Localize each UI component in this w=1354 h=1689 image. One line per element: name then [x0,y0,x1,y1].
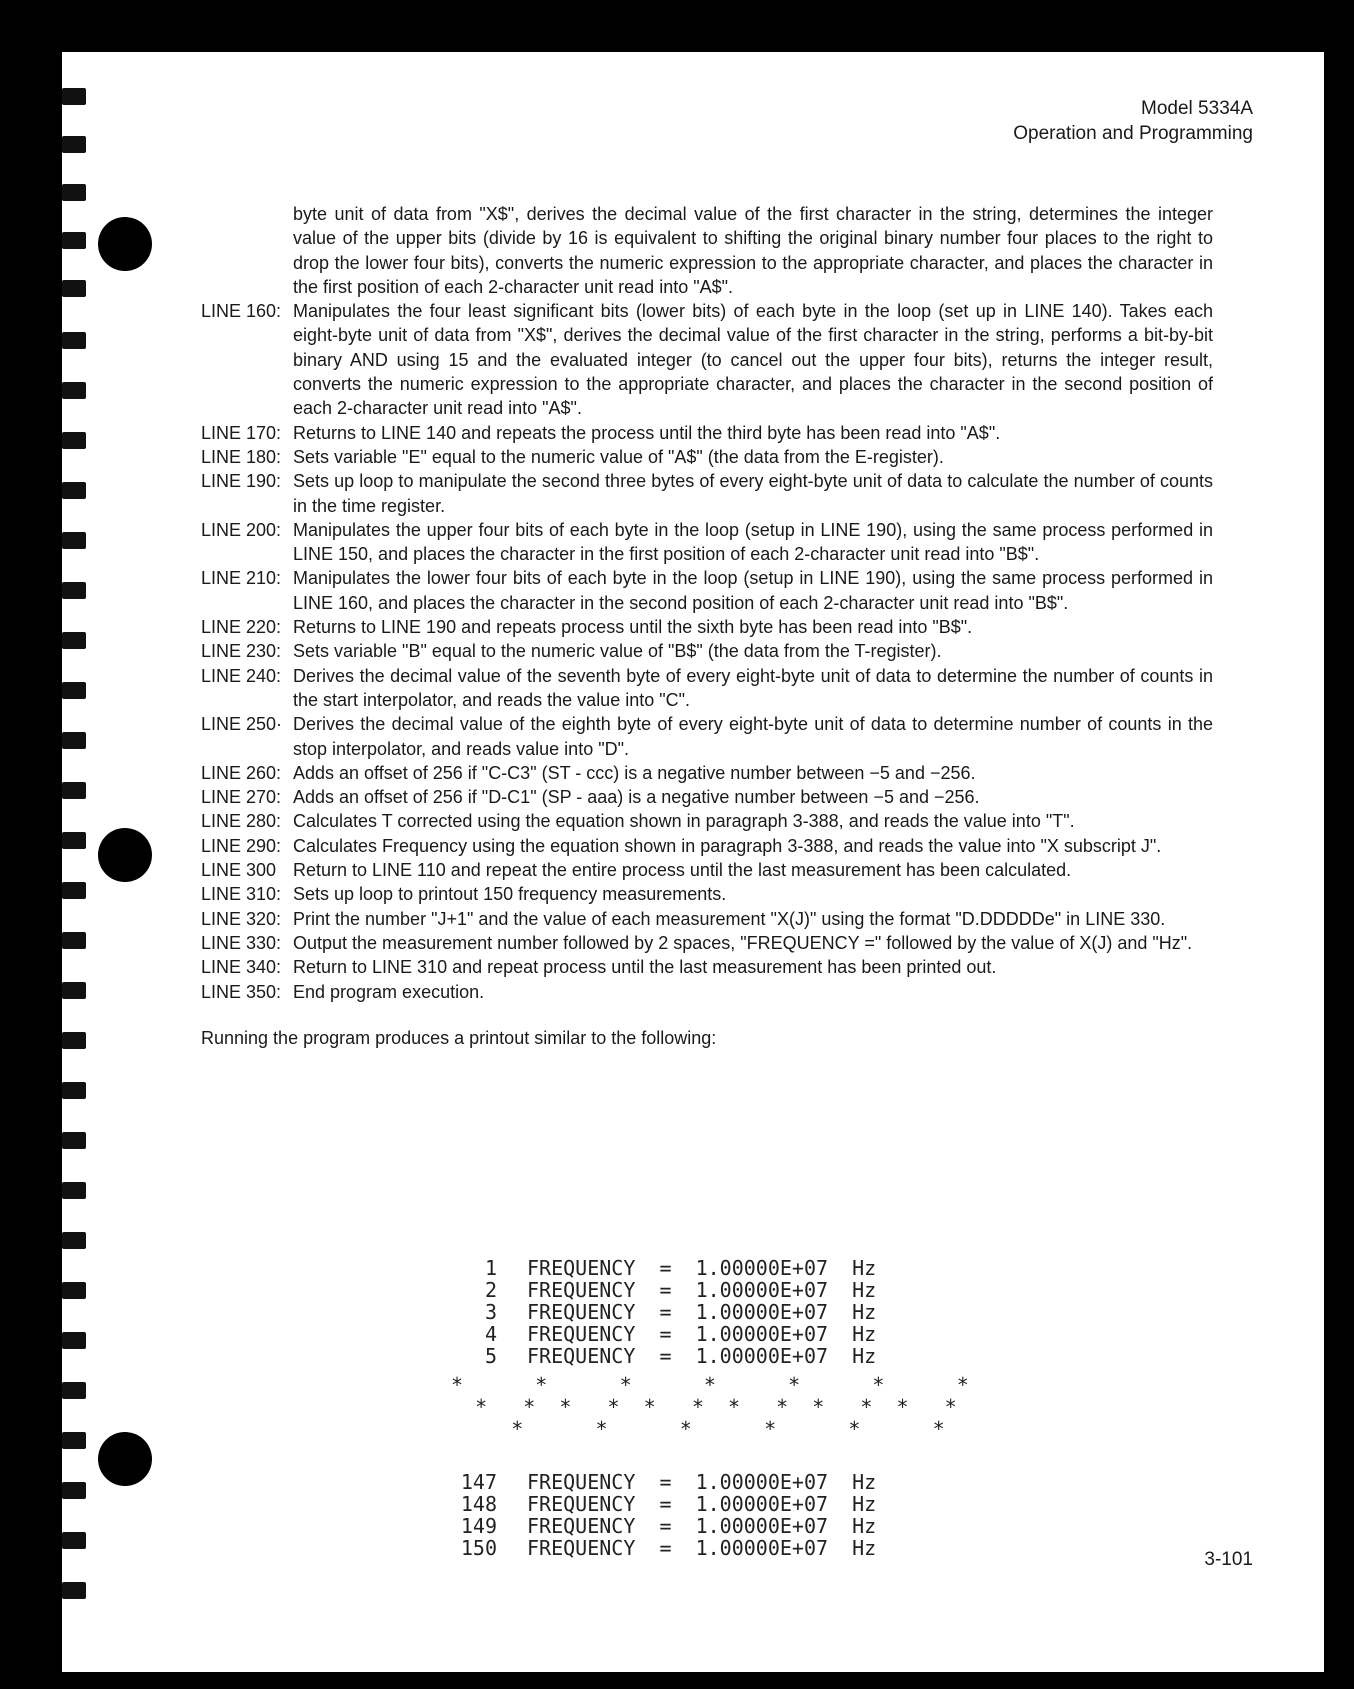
binder-tab [62,682,86,699]
printout-row [451,1279,876,1301]
line-label: LINE 260: [201,762,282,783]
measurement-number: 149 [460,1514,497,1538]
measurement-number: 148 [460,1492,497,1516]
binder-tab [62,932,86,949]
line-label: LINE 340: [201,957,282,978]
line-description: Output the measurement number followed by 2 spaces, "FREQUENCY =" followed by the value of X(J) and "Hz". [293,932,1193,953]
measurement-number: 5 [484,1344,497,1368]
line-entry [201,469,1213,518]
binder-tab [62,532,86,549]
line-entry [201,639,1213,663]
binder-tab [62,1282,86,1299]
binder-tab [62,632,86,649]
line-label: LINE 240: [201,665,282,686]
binder-tab [62,432,86,449]
line-label: LINE 270: [201,787,282,808]
printout-bottom [451,1471,876,1559]
line-description: Sets variable "E" equal to the numeric value of "A$" (the data from the E-register). [293,446,944,467]
printout-row [451,1515,876,1537]
line-entry [201,980,1213,1004]
line-description: Return to LINE 310 and repeat process until the last measurement has been printed out. [293,957,997,978]
line-entry [201,931,1213,955]
binder-tab [62,332,86,349]
measurement-number: 2 [484,1278,497,1302]
measurement-number: 147 [460,1470,497,1494]
line-description: Manipulates the upper four bits of each byte in the loop (setup in LINE 190), using the same process performed in LINE 150, and places the character in the first position of each 2-character unit read into "B$". [293,519,1213,565]
line-label: LINE 230: [201,641,282,662]
binder-tab [62,1182,86,1199]
binder-tab [62,1082,86,1099]
line-entry [201,518,1213,567]
binder-tab [62,88,86,105]
line-entry [201,712,1213,761]
binder-tab [62,1032,86,1049]
line-label: LINE 250· [201,714,283,735]
line-label: LINE 280: [201,811,282,832]
measurement-value: FREQUENCY = 1.00000E+07 Hz [527,1278,877,1302]
binder-hole [98,217,152,271]
line-entry [201,858,1213,882]
binder-tab [62,136,86,153]
line-entries [201,299,1213,1004]
page-number: 3-101 [1204,1549,1253,1570]
line-description: Calculates Frequency using the equation shown in paragraph 3-388, and reads the value into "X subscript J". [293,835,1162,856]
binder-tab [62,1532,86,1549]
binder-tab [62,1482,86,1499]
binder-tab [62,732,86,749]
star-row: * * * * * * * * * * * * [451,1395,957,1419]
binder-tab [62,1132,86,1149]
line-entry [201,566,1213,615]
line-label: LINE 170: [201,422,282,443]
measurement-value: FREQUENCY = 1.00000E+07 Hz [527,1300,877,1324]
binder-hole [98,1432,152,1486]
line-description: Sets up loop to manipulate the second three bytes of every eight-byte unit of data to calculate the number of counts in the time register. [293,471,1213,516]
line-label: LINE 350: [201,981,282,1002]
line-description: Sets up loop to printout 150 frequency measurements. [293,884,727,905]
binder-tab [62,184,86,201]
binder-tab [62,1582,86,1599]
line-entry [201,615,1213,639]
line-description: Sets variable "B" equal to the numeric value of "B$" (the data from the T-register). [293,641,942,662]
measurement-number: 1 [484,1256,497,1280]
line-description: Adds an offset of 256 if "C-C3" (ST - ccc) is a negative number between −5 and −256. [293,762,976,783]
measurement-value: FREQUENCY = 1.00000E+07 Hz [527,1536,877,1560]
measurement-value: FREQUENCY = 1.00000E+07 Hz [527,1470,877,1494]
document-body [201,202,1213,1050]
printout-row [451,1345,876,1367]
printout-top [451,1257,876,1367]
printout-ellipsis-stars [451,1374,969,1440]
binder-hole [98,828,152,882]
binder-tab [62,1332,86,1349]
line-entry [201,785,1213,809]
line-label: LINE 200: [201,519,282,540]
line-description: Return to LINE 110 and repeat the entire process until the last measurement has been calculated. [293,860,1072,881]
binder-tab [62,232,86,249]
line-entry [201,421,1213,445]
line-label: LINE 320: [201,908,282,929]
line-label: LINE 310: [201,884,282,905]
binder-tab [62,832,86,849]
binder-tab [62,982,86,999]
line-label: LINE 300 [201,860,277,881]
line-label: LINE 220: [201,617,282,638]
line-description: Print the number "J+1" and the value of each measurement "X(J)" using the format "D.DDDDDe" in LINE 330. [293,908,1166,929]
printout-row [451,1471,876,1493]
model-title: Model 5334A [1141,98,1253,119]
line-description: Manipulates the four least significant bits (lower bits) of each byte in the loop (set up in LINE 140). Takes each eight-byte unit of data from "X$", derives the decimal value of the first character in the string, performs a bit-by-bit binary AND using 15 and the evaluated integer (to cancel out the upper four bits), returns the integer result, converts the numeric expression to the appropriate character, and places the character in the second position of each 2-character unit read into "A$". [293,301,1213,419]
binder-tab [62,882,86,899]
line-description: Calculates T corrected using the equation shown in paragraph 3-388, and reads the value into "T". [293,811,1075,832]
line-entry [201,445,1213,469]
line-label: LINE 290: [201,835,282,856]
printout-row [451,1493,876,1515]
printout-row [451,1257,876,1279]
intro-paragraph: byte unit of data from "X$", derives the decimal value of the first character in the string, determines the integer value of the upper bits (divide by 16 is equivalent to shifting the original binary number four places to the right to drop the lower four bits), converts the numeric expression to the appropriate character, and places the character in the first position of each 2-character unit read into "A$". [293,204,1213,297]
measurement-value: FREQUENCY = 1.00000E+07 Hz [527,1344,877,1368]
binder-tab [62,482,86,499]
line-entry [201,907,1213,931]
line-description: Adds an offset of 256 if "D-C1" (SP - aaa) is a negative number between −5 and −256. [293,787,980,808]
line-description: Manipulates the lower four bits of each byte in the loop (setup in LINE 190), using the same process performed in LINE 160, and places the character in the second position of each 2-character unit read into "B$". [293,568,1213,613]
line-description: Derives the decimal value of the seventh byte of every eight-byte unit of data to determine the number of counts in the start interpolator, and reads the value into "C". [293,665,1213,710]
line-entry [201,299,1213,420]
line-entry [201,955,1213,979]
line-label: LINE 210: [201,568,282,589]
line-entry [201,882,1213,906]
page-header [1013,96,1253,146]
line-entry [201,761,1213,785]
printout-row [451,1537,876,1559]
printout-row [451,1301,876,1323]
line-description: Returns to LINE 190 and repeats process until the sixth byte has been read into "B$". [293,617,973,638]
measurement-value: FREQUENCY = 1.00000E+07 Hz [527,1256,877,1280]
binder-tab [62,1382,86,1399]
line-description: Derives the decimal value of the eighth byte of every eight-byte unit of data to determine number of counts in the stop interpolator, and reads value into "D". [293,714,1213,759]
measurement-value: FREQUENCY = 1.00000E+07 Hz [527,1492,877,1516]
star-row: * * * * * * * [451,1373,969,1397]
measurement-value: FREQUENCY = 1.00000E+07 Hz [527,1514,877,1538]
line-label: LINE 330: [201,932,282,953]
section-title: Operation and Programming [1013,123,1253,144]
line-label: LINE 190: [201,471,282,492]
measurement-number: 150 [460,1536,497,1560]
line-entry [201,834,1213,858]
star-row: * * * * * * [451,1417,945,1441]
running-text: Running the program produces a printout similar to the following: [201,1027,717,1048]
line-entry [201,809,1213,833]
line-description: Returns to LINE 140 and repeats the process until the third byte has been read into "A$". [293,422,1001,443]
measurement-number: 3 [484,1300,497,1324]
binder-tab [62,1432,86,1449]
measurement-number: 4 [484,1322,497,1346]
printout-row [451,1323,876,1345]
binder-tab [62,582,86,599]
binder-tab [62,382,86,399]
line-entry [201,664,1213,713]
binder-tab [62,1232,86,1249]
binder-tab [62,280,86,297]
line-description: End program execution. [293,981,485,1002]
binder-tab [62,782,86,799]
line-label: LINE 160: [201,301,282,322]
line-label: LINE 180: [201,446,282,467]
measurement-value: FREQUENCY = 1.00000E+07 Hz [527,1322,877,1346]
document-page [62,52,1324,1672]
